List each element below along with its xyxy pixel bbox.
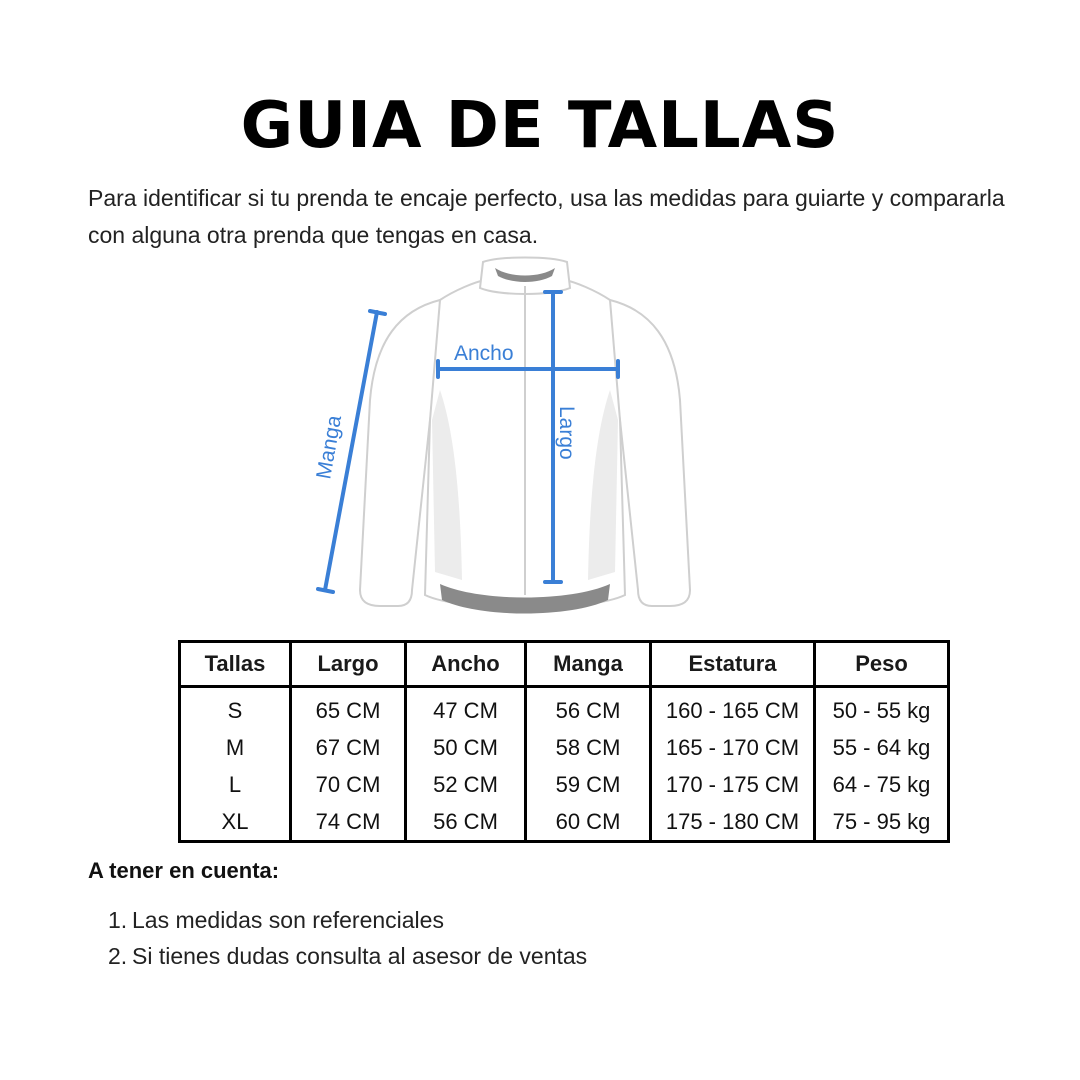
cell-largo: 74 CM [291,803,406,842]
cell-estatura: 170 - 175 CM [651,766,815,803]
list-item-text: Las medidas son referenciales [132,907,444,933]
cell-largo: 70 CM [291,766,406,803]
cell-talla: S [180,687,291,730]
list-item [108,938,587,974]
cell-peso: 75 - 95 kg [832,808,931,834]
cell-ancho: 52 CM [406,766,526,803]
cell-ancho: 47 CM [406,687,526,730]
size-table [178,640,950,843]
largo-label: Largo [555,406,578,460]
table-row [180,803,949,842]
notes-heading: A tener en cuenta: [88,858,280,883]
header-estatura: Estatura [651,642,815,687]
manga-label: Manga [312,413,347,481]
list-item-number: 1. [108,907,128,933]
cell-largo: 65 CM [291,687,406,730]
notes-list [108,902,587,974]
cell-estatura: 160 - 165 CM [651,687,815,730]
table-row [180,687,949,730]
cell-peso: 64 - 75 kg [832,771,931,797]
list-item [108,902,587,938]
intro-text: Para identificar si tu prenda te encaje perfecto, usa las medidas para guiarte y compararla con alguna otra prenda que tengas en casa. [88,185,1005,248]
header-largo: Largo [291,642,406,687]
cell-manga: 60 CM [526,803,651,842]
cell-manga: 59 CM [526,766,651,803]
cell-ancho: 56 CM [406,803,526,842]
cell-manga: 58 CM [526,729,651,766]
cell-estatura: 175 - 180 CM [651,803,815,842]
cell-manga: 56 CM [526,687,651,730]
list-item-text: Si tienes dudas consulta al asesor de ventas [132,943,588,969]
list-item-number: 2. [108,943,128,969]
cell-peso: 50 - 55 kg [832,697,931,723]
table-row [180,729,949,766]
cell-estatura: 165 - 170 CM [651,729,815,766]
table-header-row [180,642,949,687]
table-row [180,766,949,803]
cell-ancho: 50 CM [406,729,526,766]
cell-talla: L [180,766,291,803]
page-title: GUIA DE TALLAS [240,89,840,163]
cell-largo: 67 CM [291,729,406,766]
header-tallas: Tallas [180,642,291,687]
header-ancho: Ancho [406,642,526,687]
cell-peso: 55 - 64 kg [832,734,931,760]
header-peso: Peso [815,642,949,687]
ancho-label: Ancho [454,342,514,365]
cell-talla: M [180,729,291,766]
header-manga: Manga [526,642,651,687]
cell-talla: XL [180,803,291,842]
jacket-measurement-diagram [290,250,740,630]
